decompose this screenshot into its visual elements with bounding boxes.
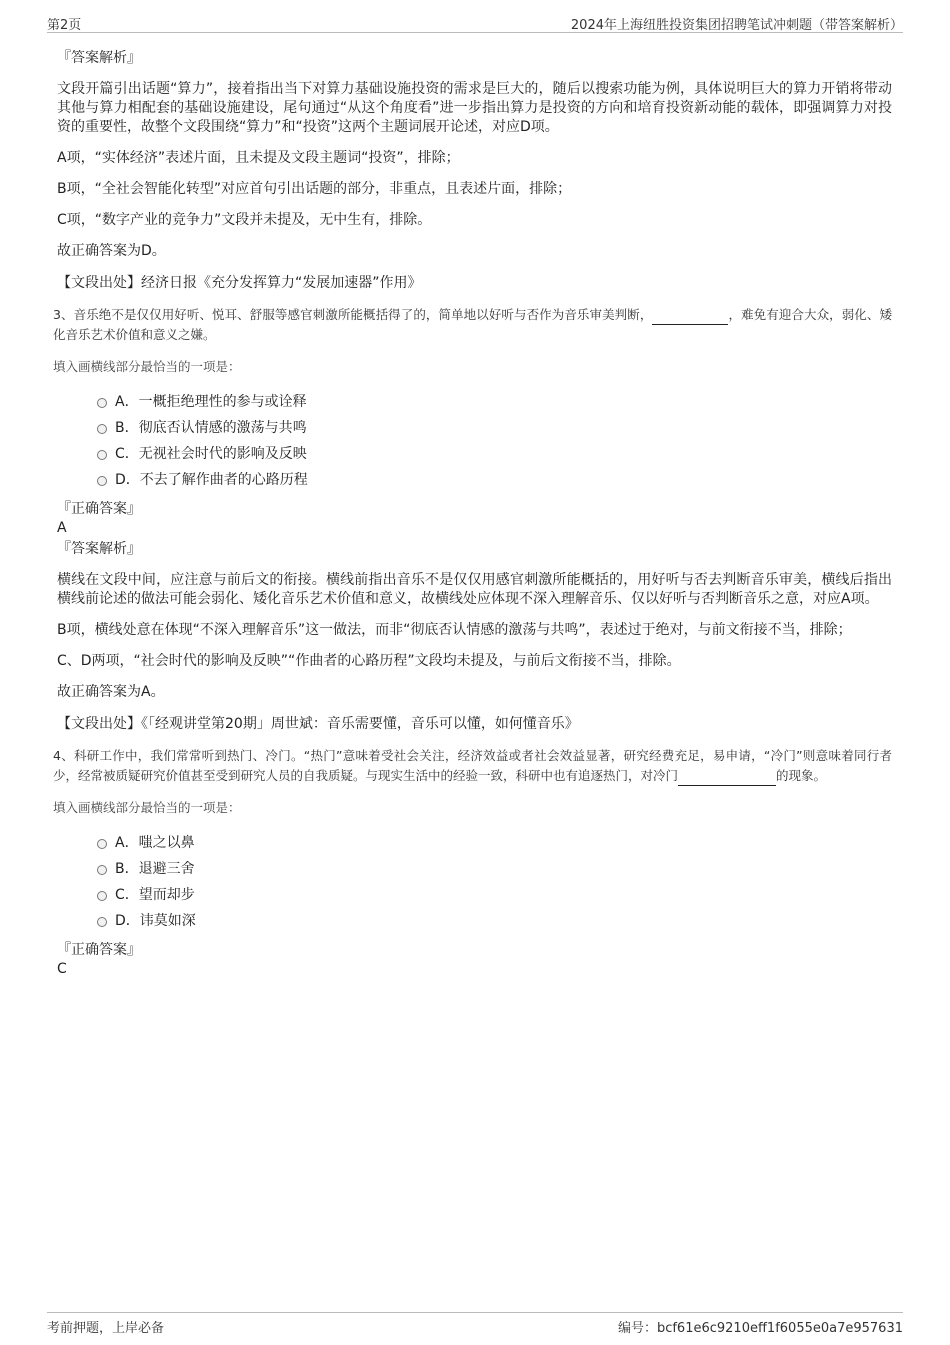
page-number: 第2页 — [47, 18, 82, 33]
q3-answer-label: 『正确答案』 — [57, 501, 141, 517]
q2-analysis-label: 『答案解析』 — [57, 50, 141, 66]
q2-analysis-p2: A项，“实体经济”表述片面，且未提及文段主题词“投资”，排除； — [57, 150, 460, 166]
document-id: 编号：bcf61e6c9210eff1f6055e0a7e957631 — [617, 1321, 903, 1336]
q3-answer: A — [57, 520, 67, 536]
footer-slogan: 考前押题，上岸必备 — [47, 1321, 165, 1336]
q3-analysis-p1: 横线在文段中间，应注意与前后文的衔接。横线前指出音乐不是仅仅用感官刺激所能概括的，用好听与否去判断音乐审美，横线后指出横线前论述的做法可能会弱化、矮化音乐艺术价值和意义，故横线处应体现不深入理解音乐、仅以好听与否判断音乐之意，对应A项。 — [57, 572, 892, 607]
q4-options — [57, 830, 892, 934]
q4-stem: 4、科研工作中，我们常常听到热门、冷门。“热门”意味着受社会关注，经济效益或者社会效益显著，研究经费充足，易申请，“冷门”则意味着同行者少，经常被质疑研究价值甚至受到研究人员的自我质疑。与现实生活中的经验一致，科研中也有追逐热门，对冷门 的现象。 — [53, 746, 892, 786]
q2-source: 【文段出处】经济日报《充分发挥算力“发展加速器”作用》 — [57, 275, 422, 291]
q3-blank — [652, 310, 728, 325]
q3-stem: 3、音乐绝不是仅仅用好听、悦耳、舒服等感官刺激所能概括得了的，简单地以好听与否作为音乐审美判断， ，难免有迎合大众，弱化、矮化音乐艺术价值和意义之嫌。 — [53, 307, 892, 342]
q3-analysis-p2: B项，横线处意在体现“不深入理解音乐”这一做法，而非“彻底否认情感的激荡与共鸣”，表述过于绝对，与前文衔接不当，排除； — [57, 622, 852, 638]
q3-option-d[interactable]: D．不去了解作曲者的心路历程 — [57, 467, 892, 493]
page-footer — [47, 1312, 903, 1335]
q2-analysis-p3: B项，“全社会智能化转型”对应首句引出话题的部分，非重点，且表述片面，排除； — [57, 181, 572, 197]
q4-option-a[interactable]: A．嗤之以鼻 — [57, 830, 892, 856]
q2-analysis-p4: C项，“数字产业的竞争力”文段并未提及，无中生有，排除。 — [57, 212, 432, 228]
document-body — [53, 40, 892, 978]
radio-button-icon[interactable] — [97, 917, 107, 927]
q3-option-b[interactable]: B．彻底否认情感的激荡与共鸣 — [57, 415, 892, 441]
q4-option-c[interactable]: C．望而却步 — [57, 882, 892, 908]
q3-prompt: 填入画横线部分最恰当的一项是： — [53, 359, 241, 374]
q3-source: 【文段出处】《「经观讲堂第20期」周世斌：音乐需要懂，音乐可以懂，如何懂音乐》 — [57, 716, 579, 732]
document-title: 2024年上海纽胜投资集团招聘笔试冲刺题（带答案解析） — [570, 18, 903, 33]
radio-button-icon[interactable] — [97, 398, 107, 408]
q4-option-b[interactable]: B．退避三舍 — [57, 856, 892, 882]
q4-blank — [678, 771, 776, 786]
q2-analysis-p5: 故正确答案为D。 — [57, 243, 166, 259]
radio-button-icon[interactable] — [97, 450, 107, 460]
q2-analysis-p1: 文段开篇引出话题“算力”，接着指出当下对算力基础设施投资的需求是巨大的，随后以搜索功能为例，具体说明巨大的算力开销将带动其他与算力相配套的基础设施建设，尾句通过“从这个角度看”进一步指出算力是投资的方向和培育投资新动能的载体，即强调算力对投资的重要性，故整个文段围绕“算力”和“投资”这两个主题词展开论述，对应D项。 — [57, 81, 892, 135]
q3-options — [57, 389, 892, 493]
radio-button-icon[interactable] — [97, 424, 107, 434]
radio-button-icon[interactable] — [97, 865, 107, 875]
q3-analysis-label: 『答案解析』 — [57, 541, 141, 557]
q4-answer-label: 『正确答案』 — [57, 942, 141, 958]
q3-analysis-p3: C、D两项，“社会时代的影响及反映”“作曲者的心路历程”文段均未提及，与前后文衔接不当，排除。 — [57, 653, 681, 669]
q3-analysis-p4: 故正确答案为A。 — [57, 684, 165, 700]
radio-button-icon[interactable] — [97, 891, 107, 901]
q4-answer: C — [57, 961, 67, 977]
radio-button-icon[interactable] — [97, 476, 107, 486]
q4-option-d[interactable]: D．讳莫如深 — [57, 908, 892, 934]
q3-option-c[interactable]: C．无视社会时代的影响及反映 — [57, 441, 892, 467]
page-header — [47, 12, 903, 33]
radio-button-icon[interactable] — [97, 839, 107, 849]
q4-prompt: 填入画横线部分最恰当的一项是： — [53, 800, 241, 815]
q3-option-a[interactable]: A．一概拒绝理性的参与或诠释 — [57, 389, 892, 415]
